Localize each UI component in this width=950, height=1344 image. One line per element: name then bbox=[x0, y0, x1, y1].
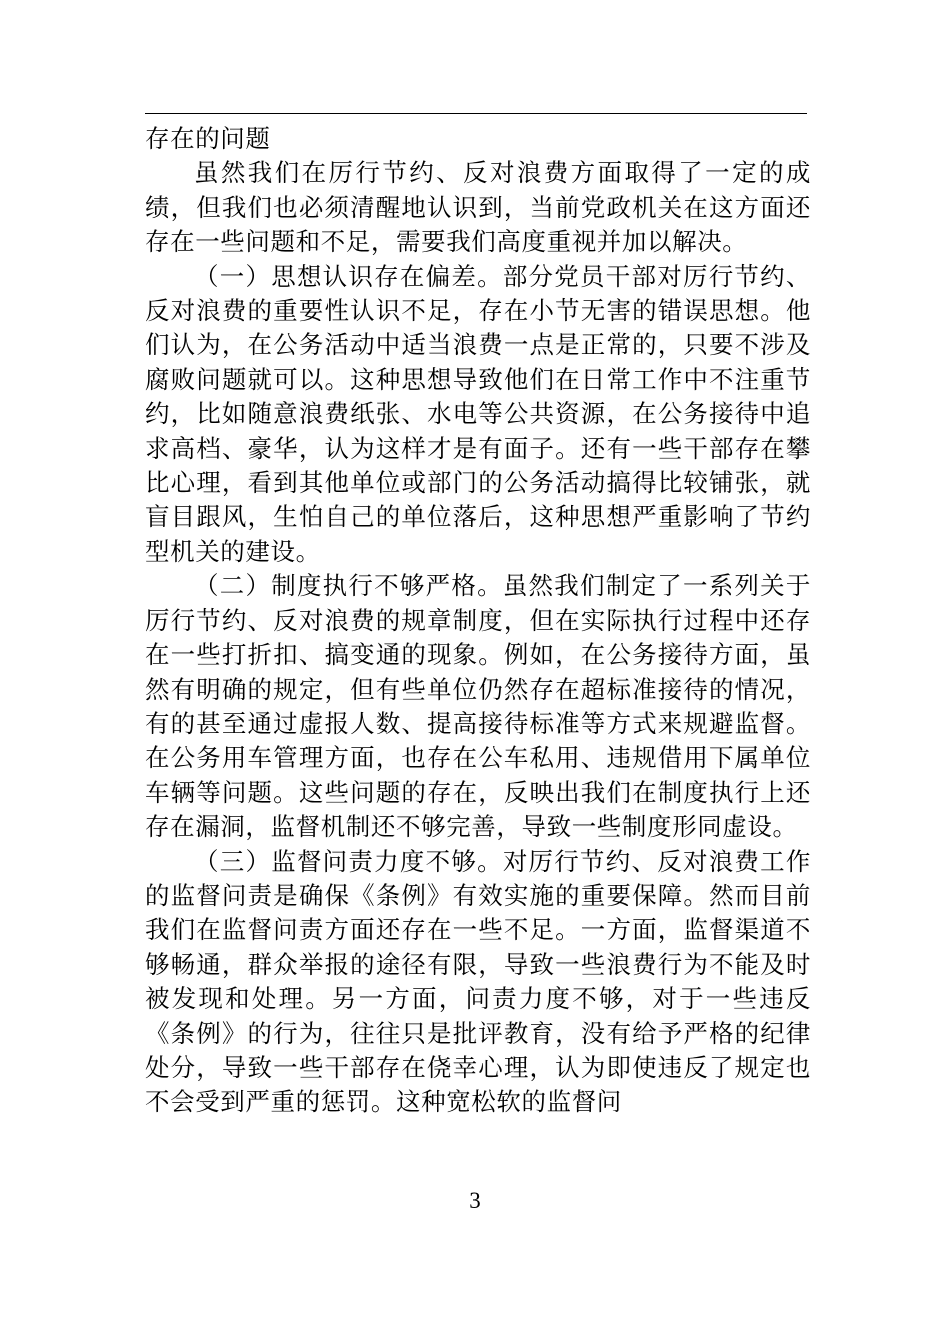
paragraph-intro: 虽然我们在厉行节约、反对浪费方面取得了一定的成绩，但我们也必须清醒地认识到，当前党政机关在这方面还存在一些问题和不足，需要我们高度重视并加以解决。 bbox=[145, 158, 811, 257]
paragraph-ideological-deviation: （一）思想认识存在偏差。部分党员干部对厉行节约、反对浪费的重要性认识不足，存在小节无害的错误思想。他们认为，在公务活动中适当浪费一点是正常的，只要不涉及腐败问题就可以。这种思想导致他们在日常工作中不注重节约，比如随意浪费纸张、水电等公共资源，在公务接待中追求高档、豪华，认为这样才是有面子。还有一些干部存在攀比心理，看到其他单位或部门的公务活动搞得比较铺张，就盲目跟风，生怕自己的单位落后，这种思想严重影响了节约型机关的建设。 bbox=[145, 261, 811, 566]
document-body bbox=[145, 122, 811, 1120]
page-number: 3 bbox=[469, 1188, 481, 1213]
header-rule bbox=[145, 113, 807, 114]
paragraph-system-enforcement: （二）制度执行不够严格。虽然我们制定了一系列关于厉行节约、反对浪费的规章制度，但在实际执行过程中还存在一些打折扣、搞变通的现象。例如，在公务接待方面，虽然有明确的规定，但有些单位仍然存在超标准接待的情况，有的甚至通过虚报人数、提高接待标准等方式来规避监督。在公务用车管理方面，也存在公车私用、违规借用下属单位车辆等问题。这些问题的存在，反映出我们在制度执行上还存在漏洞，监督机制还不够完善，导致一些制度形同虚设。 bbox=[145, 571, 811, 842]
paragraph-supervision-accountability: （三）监督问责力度不够。对厉行节约、反对浪费工作的监督问责是确保《条例》有效实施的重要保障。然而目前我们在监督问责方面还存在一些不足。一方面，监督渠道不够畅通，群众举报的途径有限，导致一些浪费行为不能及时被发现和处理。另一方面，问责力度不够，对于一些违反《条例》的行为，往往只是批评教育，没有给予严格的纪律处分，导致一些干部存在侥幸心理，认为即使违反了规定也不会受到严重的惩罚。这种宽松软的监督问 bbox=[145, 846, 811, 1117]
section-heading: 存在的问题 bbox=[145, 124, 271, 153]
